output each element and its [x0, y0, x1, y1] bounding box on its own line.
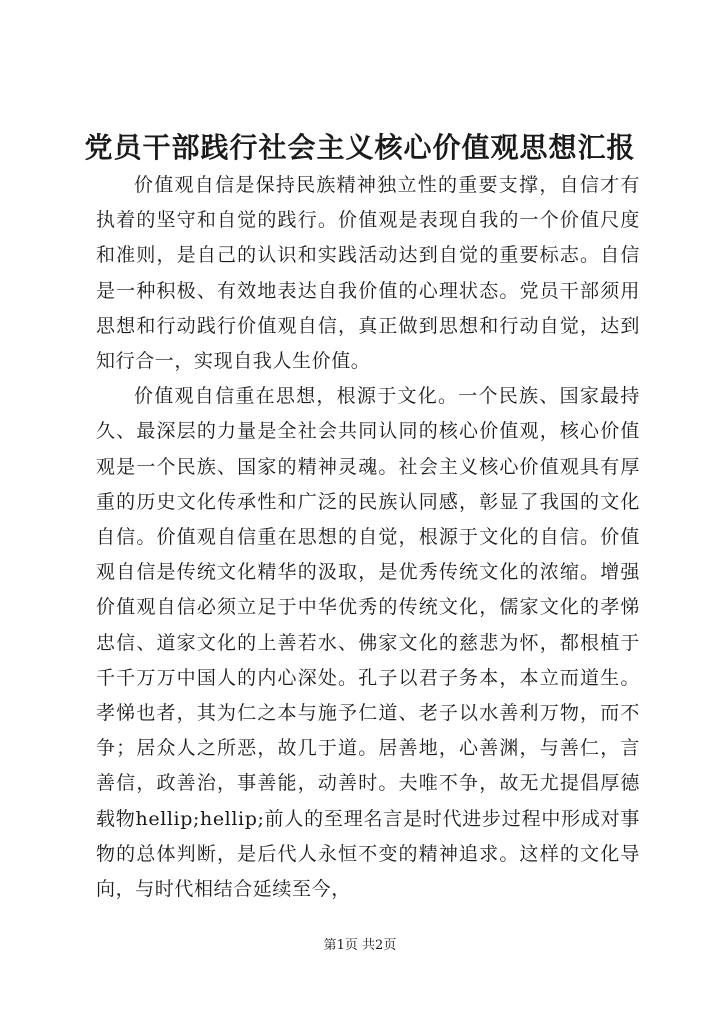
paragraph-2: 价值观自信重在思想，根源于文化。一个民族、国家最持久、最深层的力量是全社会共同认同的核心价值观，核心价值观是一个民族、国家的精神灵魂。社会主义核心价值观具有厚重的历史文化传承性和广泛的民族认同感，彰显了我国的文化自信。价值观自信重在思想的自觉，根源于文化的自信。价值观自信是传统文化精华的汲取，是优秀传统文化的浓缩。增强价值观自信必须立足于中华优秀的传统文化，儒家文化的孝悌忠信、道家文化的上善若水、佛家文化的慈悲为怀，都根植于千千万万中国人的内心深处。孔子以君子务本，本立而道生。孝悌也者，其为仁之本与施予仁道、老子以水善利万物，而不争；居众人之所恶，故几于道。居善地，心善渊，与善仁，言善信，政善治，事善能，动善时。夫唯不争，故无尤提倡厚德载物hellip;hellip;前人的至理名言是时代进步过程中形成对事物的总体判断，是后代人永恒不变的精神追求。这样的文化导向，与时代相结合延续至今， [96, 385, 640, 901]
page-footer [0, 936, 720, 956]
document-title: 党员干部践行社会主义核心价值观思想汇报 [84, 131, 636, 164]
paragraph-1: 价值观自信是保持民族精神独立性的重要支撑，自信才有执着的坚守和自觉的践行。价值观是表现自我的一个价值尺度和准则，是自己的认识和实践活动达到自觉的重要标志。自信是一种积极、有效地表达自我价值的心理状态。党员干部须用思想和行动践行价值观自信，真正做到思想和行动自觉，达到知行合一，实现自我人生价值。 [96, 174, 640, 373]
page-number: 第1页 共2页 [323, 938, 397, 953]
document-body [96, 168, 640, 907]
